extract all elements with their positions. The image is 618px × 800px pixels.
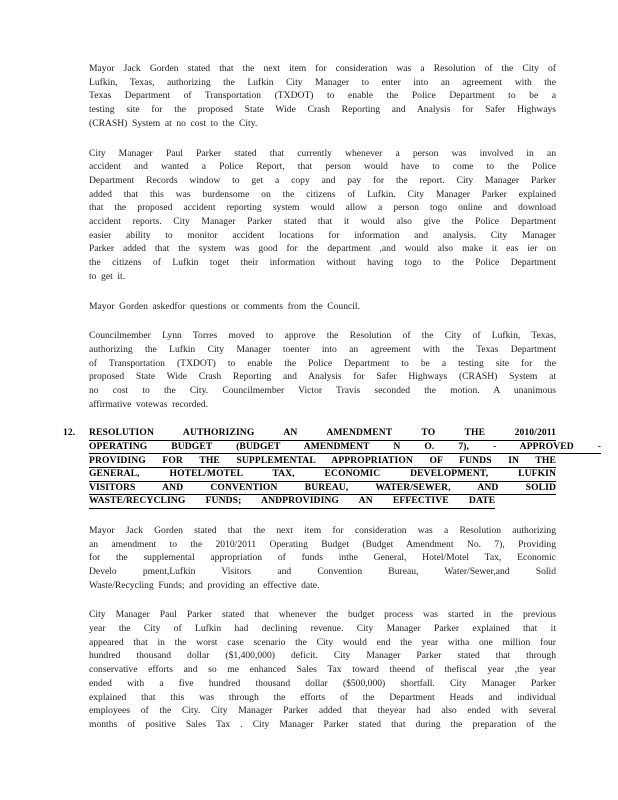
text-line: VISITORS AND CONVENTION BUREAU, WATER/SEWER, AND SOLID: [89, 482, 556, 495]
text-line: employees of the City. City Manager Parker added that theyear had also ended with several: [89, 705, 556, 717]
text-line: explained that this was through the efforts of the Department Heads and individual: [89, 691, 556, 703]
text-line: affirmative votewas recorded.: [89, 398, 209, 410]
text-line: accident reports. City Manager Parker stated that it would also give the Police Department: [89, 216, 556, 228]
text-line: conservative efforts and so me enhanced Sales Tax toward theend of thefiscal year ,the year: [89, 664, 556, 676]
paragraph: [89, 147, 556, 284]
text-line: year the City of Lufkin had declining revenue. City Manager Parker explained that it: [89, 623, 556, 635]
text-line: Lufkin, Texas, authorizing the Lufkin City Manager to enter into an agreement with the: [89, 76, 556, 88]
text-line: easier ability to monitor accident locations for information and analysis. City Manager: [89, 229, 556, 241]
text-line: WASTE/RECYCLING FUNDS; ANDPROVIDING AN EFFECTIVE DATE: [89, 495, 495, 508]
text-line: months of positive Sales Tax . City Manager Parker stated that during the preparation of the: [89, 718, 556, 730]
text-line: Develo pment,Lufkin Visitors and Convention Bureau, Water/Sewer,and Solid: [89, 565, 556, 577]
text-line: for the supplemental appropriation of funds inthe General, Hotel/Motel Tax, Economic: [89, 552, 556, 564]
text-line: ended with a five hundred thousand dollar ($500,000) shortfall. City Manager Parker: [89, 677, 556, 689]
text-line: OPERATING BUDGET (BUDGET AMENDMENT N O. 7), - APPROVED -: [89, 441, 601, 454]
text-line: of Transportation (TXDOT) to enable the Police Department to be a testing site for the: [89, 357, 556, 369]
text-line: testing site for the proposed State Wide Crash Reporting and Analysis for Safer Highways: [89, 104, 556, 116]
resolution-item-heading: [63, 427, 601, 508]
text-line: appeared that in the worst case scenario the City would end the year witha one million four: [89, 636, 556, 648]
text-line: RESOLUTION AUTHORIZING AN AMENDMENT TO THE 2010/2011: [89, 427, 556, 440]
text-line: PROVIDING FOR THE SUPPLEMENTAL APPROPRIATION OF FUNDS IN THE: [89, 455, 556, 468]
text-line: added that this was burdensome on the citizens of Lufkin. City Manager Parker explained: [89, 188, 556, 200]
text-line: Mayor Gorden askedfor questions or comments from the Council.: [89, 300, 360, 312]
text-line: an amendment to the 2010/2011 Operating Budget (Budget Amendment No. 7), Providing: [89, 538, 556, 550]
text-line: proposed State Wide Crash Reporting and Analysis for Safer Highways (CRASH) System at: [89, 371, 556, 383]
text-line: (CRASH) System at no cost to the City.: [89, 117, 258, 129]
text-line: hundred thousand dollar ($1,400,000) deficit. City Manager Parker stated that through: [89, 650, 556, 662]
paragraph: [89, 329, 556, 411]
item-number: 12.: [63, 427, 76, 439]
text-line: Mayor Jack Gorden stated that the next item for consideration was a Resolution authorizing: [89, 524, 556, 536]
text-line: no cost to the City. Councilmember Victor Travis seconded the motion. A unanimous: [89, 385, 556, 397]
text-line: Councilmember Lynn Torres moved to approve the Resolution of the City of Lufkin, Texas,: [89, 330, 556, 342]
text-line: accident and wanted a Police Report, that person would have to come to the Police: [89, 161, 556, 173]
text-line: the citizens of Lufkin toget their information without having togo to the Police Department: [89, 257, 556, 269]
document-content: [63, 62, 601, 748]
text-line: Department Records window to get a copy and pay for the report. City Manager Parker: [89, 174, 556, 186]
text-line: Waste/Recycling Funds; and providing an effective date.: [89, 579, 320, 591]
text-line: Parker added that the system was good for the department ,and would also make it eas ier on: [89, 243, 556, 255]
text-line: GENERAL, HOTEL/MOTEL TAX, ECONOMIC DEVELOPMENT, LUFKIN: [89, 468, 556, 481]
text-line: to get it.: [89, 270, 126, 282]
paragraph: [89, 62, 556, 131]
paragraph: [89, 524, 556, 593]
text-line: that the proposed accident reporting system would allow a person togo online and download: [89, 202, 556, 214]
text-line: City Manager Paul Parker stated that currently whenever a person was involved in an: [89, 147, 556, 159]
paragraph: [89, 300, 556, 314]
text-line: Mayor Jack Gorden stated that the next item for consideration was a Resolution of the City of: [89, 63, 556, 74]
text-line: City Manager Paul Parker stated that whenever the budget process was started in the previous: [89, 609, 556, 621]
paragraph: [89, 608, 556, 731]
text-line: authorizing the Lufkin City Manager toenter into an agreement with the Texas Department: [89, 343, 556, 355]
text-line: Texas Department of Transportation (TXDOT) to enable the Police Department to be a: [89, 90, 556, 102]
